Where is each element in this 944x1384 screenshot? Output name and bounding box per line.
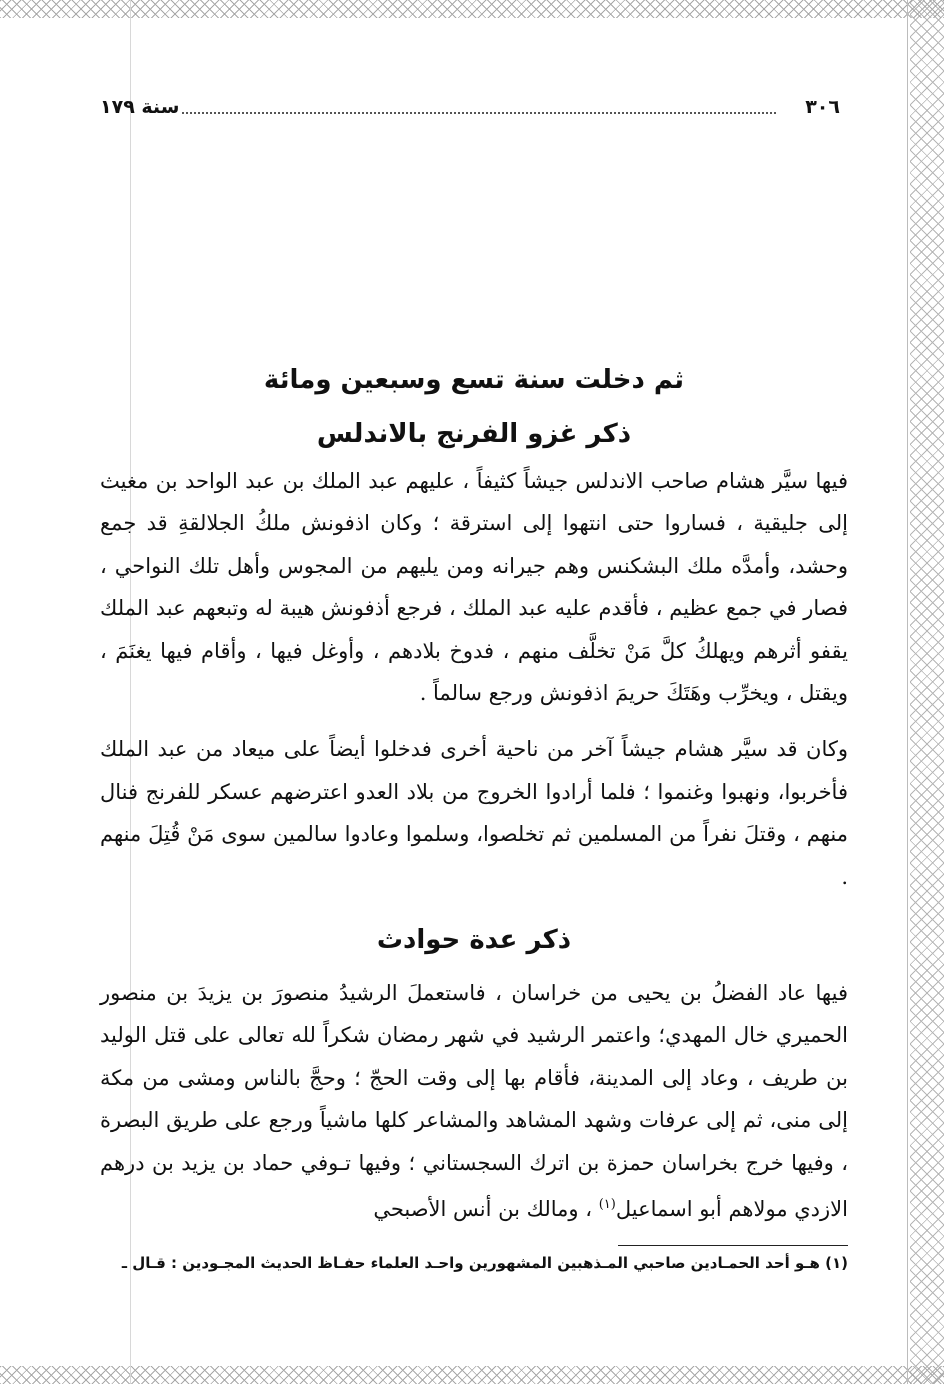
paragraph-3 (100, 972, 848, 1230)
bottom-ornament-border (0, 1366, 944, 1384)
paragraph-1: فيها سيَّر هشام صاحب الاندلس جيشاً كثيفاً ، عليهم عبد الملك بن عبد الواحد بن مغيث إلى جليقية ، فساروا حتى انتهوا إلى استرقة ؛ وكان اذفونش ملكُ الجلالقةِ قد جمع وحشد، وأمدَّه ملك البشكنس وهم جيرانه ومن يليهم من المجوس وأهل تلك النواحي ، فصار في جمع عظيم ، فأقدم عليه عبد الملك ، فرجع أذفونش هيبة له وتبعهم عبد الملك يقفو أثرهم ويهلكُ كلَّ مَنْ تخلَّف منهم ، فدوخ بلادهم ، وأوغل فيها ، وأقام فيها يغنَمَ ، ويقتل ، ويخرِّب وهَتَكَ حريمَ اذفونش ورجع سالماً . (100, 469, 848, 706)
page-header (100, 80, 848, 124)
page-number: ٣٠٦ (805, 96, 840, 118)
top-ornament-border (0, 0, 944, 18)
paragraph-3-text: فيها عاد الفضلُ بن يحيى من خراسان ، فاستعملَ الرشيدُ منصورَ بن يزيدَ بن منصور الحميري خال المهدي؛ واعتمر الرشيد في شهر رمضان شكراً لله تعالى على قتل الوليد بن طريف ، وعاد إلى المدينة، فأقام بها إلى وقت الحجّ ؛ وحجَّ بالناس ومشى من مكة إلى منى، ثم إلى عرفات وشهد المشاهد والمشاعر كلها ماشياً ورجع على طريق البصرة ، وفيها خرج بخراسان حمزة بن اترك السجستاني ؛ وفيها تـوفي حماد بن يزيد بن درهم الازدي مولاهم أبو اسماعيل (100, 981, 848, 1222)
year-heading: ثم دخلت سنة تسع وسبعين ومائة (263, 365, 685, 395)
footnote-1: (١) هـو أحد الحمـادين صاحبي المـذهبين المشهورين واحـد العلماء حفـاظ الحديث المجـودين : قـال ـ (121, 1253, 848, 1272)
right-ornament-border (910, 0, 944, 1384)
paragraph-2: وكان قد سيَّر هشام جيشاً آخر من ناحية أخرى فدخلوا أيضاً على ميعاد من عبد الملك فأخربوا، ونهبوا وغنموا ؛ فلما أرادوا الخروج من بلاد العدو اعترضهم عسكر للفرنج فنال منهم ، وقتلَ نفراً من المسلمين ثم تخلصوا، وسلموا وعادوا سالمين سوى مَنْ قُتِلَ منهم . (100, 737, 848, 889)
footnote-separator (618, 1245, 848, 1246)
right-border-line (907, 0, 908, 1384)
section-heading-franks: ذكر غزو الفرنج بالاندلس (316, 419, 632, 449)
section-heading-events: ذكر عدة حوادث (376, 925, 572, 956)
footnote-reference[interactable]: (١) (598, 1197, 616, 1213)
book-page (100, 80, 848, 1272)
header-dotted-leader (182, 112, 776, 114)
running-head: سنة ١٧٩ (100, 96, 180, 118)
paragraph-3-tail: ، ومالك بن أنس الأصبحي (373, 1197, 599, 1222)
